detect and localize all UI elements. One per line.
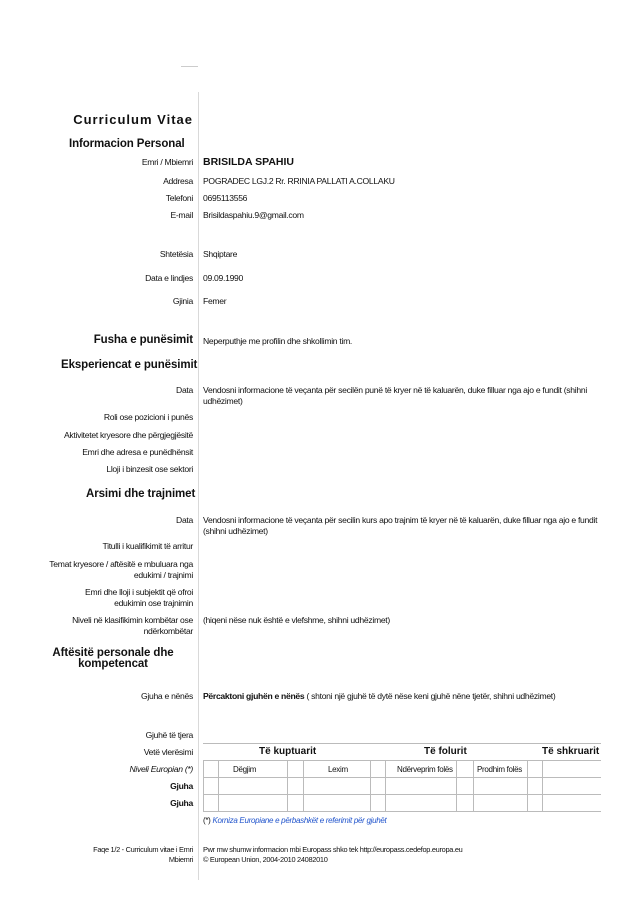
email-label: E-mail [170, 210, 193, 220]
personal-heading: Informacion Personal [69, 138, 185, 150]
experience-date-label: Data [176, 385, 193, 395]
language-label-1: Gjuha [170, 781, 193, 791]
subjects-label: Temat kryesore / aftësitë e mbuluara nga edukimi / trajnimi [49, 559, 193, 580]
self-assessment-label: Vetë vlerësimi [143, 747, 193, 757]
skills-heading: Aftësitë personale dhe kompetencat [52, 647, 174, 670]
field-value: Neperputhje me profilin dhe shkollimin tim. [203, 336, 353, 346]
sub-production: Prodhim folës [477, 765, 523, 774]
name-label: Emri / Mbiemri [141, 157, 193, 167]
col-writing: Të shkruarit [542, 746, 600, 757]
european-level-label: Niveli Europian (*) [129, 764, 193, 774]
mother-tongue-bold: Përcaktoni gjuhën e nënës [203, 691, 305, 701]
business-label: Lloji i binzesit ose sektori [106, 464, 193, 474]
level-value: (hiqeni nëse nuk është e vlefshme, shihni udhëzimet) [203, 615, 390, 625]
sub-reading: Lexim [328, 765, 348, 774]
gender-value: Femer [203, 296, 227, 306]
education-date-value: Vendosni informacione të veçanta për secilin kurs apo trajnim të kryer në të kaluarën, duke filluar nga ajo e fundit (shihni udhëzimet) [203, 515, 598, 536]
experience-heading: Eksperiencat e punësimit [61, 359, 198, 371]
sub-interaction: Ndërveprim folës [397, 765, 453, 774]
gender-label: Gjinia [172, 296, 193, 306]
phone-value: 0695113556 [203, 193, 248, 203]
nationality-value: Shqiptare [203, 249, 238, 259]
mother-tongue-rest: ( shtoni një gjuhë të dytë nëse keni gjuhë nëne tjetër, shihni udhëzimet) [304, 691, 556, 701]
education-date-label: Data [176, 515, 193, 525]
other-languages-label: Gjuhë të tjera [145, 730, 193, 740]
footer-page: Faqe 1/2 - Curriculum vitae i Emri Mbiemri [93, 845, 193, 864]
cv-title: Curriculum Vitae [73, 112, 193, 127]
footer-copyright: © European Union, 2004-2010 24082010 [203, 855, 328, 864]
col-understanding: Të kuptuarit [259, 746, 317, 757]
address-label: Addresa [163, 176, 193, 186]
nationality-label: Shtetësia [159, 249, 193, 259]
language-table [203, 743, 601, 803]
address-value: POGRADEC LGJ.2 Rr. RRINIA PALLATI A.COLLAKU [203, 176, 395, 186]
level-label: Niveli në klasifikimin kombëtar ose ndërkombëtar [72, 615, 193, 636]
footer-info: Pwr mw shumw informacion mbi Europass shko tek http://europass.cedefop.europa.eu [203, 845, 463, 854]
education-heading: Arsimi dhe trajnimet [86, 488, 196, 500]
col-speaking: Të folurit [424, 746, 467, 757]
field-heading: Fusha e punësimit [93, 334, 193, 346]
dob-value: 09.09.1990 [203, 273, 244, 283]
full-name: BRISILDA SPAHIU [203, 156, 295, 168]
header-rule [181, 66, 198, 67]
phone-label: Telefoni [165, 193, 193, 203]
sub-listening: Dëgjim [233, 765, 257, 774]
employer-label: Emri dhe adresa e punëdhënsit [82, 447, 193, 457]
mother-tongue-value [203, 691, 603, 702]
cefr-note-text: Korniza Europiane e përbashkët e referimit për gjuhët [212, 816, 387, 825]
mother-tongue-label: Gjuha e nënës [140, 691, 193, 701]
cefr-note [203, 815, 386, 826]
activities-label: Aktivitetet kryesore dhe përgjegjësitë [63, 430, 193, 440]
qualification-label: Titulli i kualifikimit të arritur [102, 541, 193, 551]
language-label-2: Gjuha [170, 798, 193, 808]
email-value: Brisildaspahiu.9@gmail.com [203, 210, 304, 220]
column-divider [198, 92, 199, 880]
experience-date-value: Vendosni informacione të veçanta për secilën punë të kryer në të kaluarën, duke filluar nga ajo e fundit (shihni udhëzimet) [203, 385, 587, 406]
provider-label: Emri dhe lloji i subjektit që ofroi edukimin ose trajnimin [85, 587, 193, 608]
dob-label: Data e lindjes [145, 273, 193, 283]
cefr-note-prefix: (*) [203, 816, 213, 825]
role-label: Roli ose pozicioni i punës [103, 412, 193, 422]
